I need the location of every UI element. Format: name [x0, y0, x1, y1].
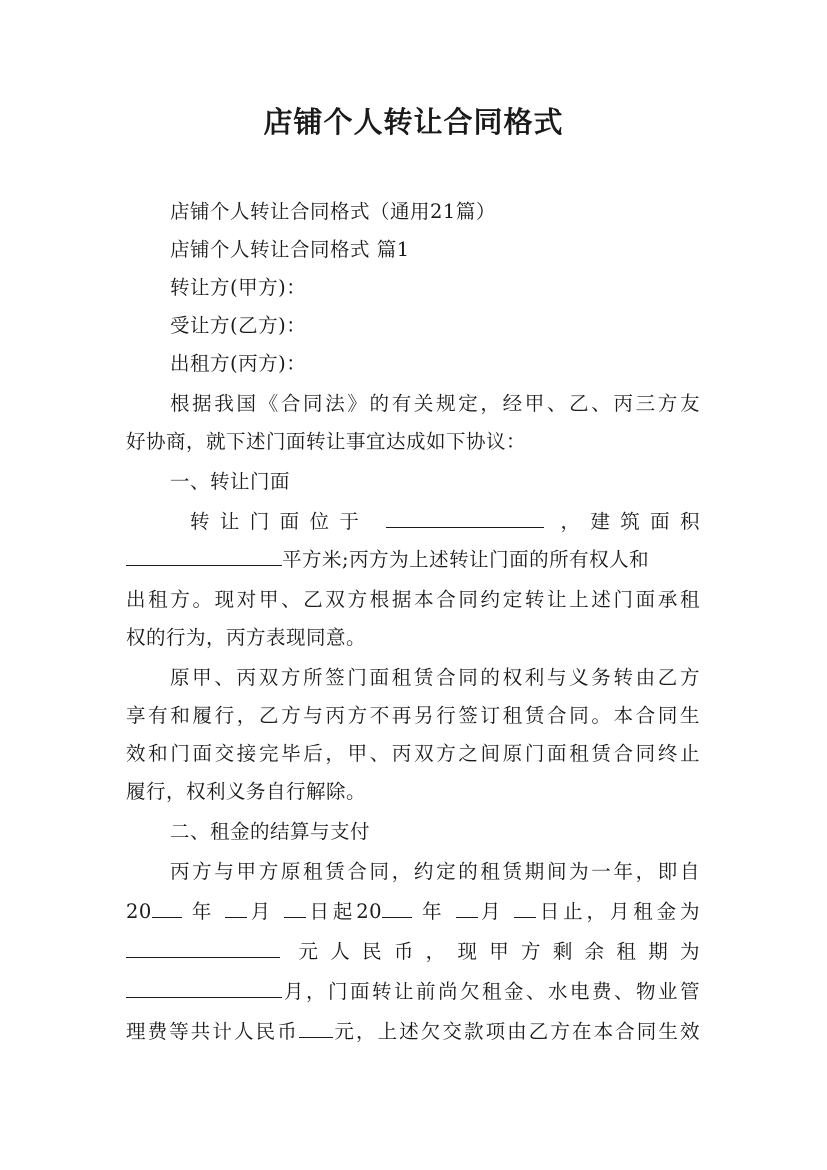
text-segment: 月	[247, 900, 275, 923]
text-segment: ，建筑面积	[560, 510, 701, 533]
paragraph-line: 出租方。现对甲、乙双方根据本合同约定转让上述门面承租	[126, 588, 700, 611]
paragraph-line: 原甲、丙双方所签门面租赁合同的权利与义务转由乙方	[170, 666, 700, 689]
fill-blank[interactable]	[386, 505, 544, 528]
fill-blank[interactable]	[126, 935, 280, 958]
paragraph-line: 根据我国《合同法》的有关规定，经甲、乙、丙三方友	[170, 392, 700, 415]
text-segment: 年	[191, 900, 216, 923]
text-segment: 理费等共计人民币	[126, 1020, 299, 1043]
text-segment: 转让门面位于	[190, 510, 370, 533]
paragraph-line	[126, 893, 700, 931]
clause-heading: 二、租金的结算与支付	[170, 820, 371, 843]
text-segment: 平方米;丙方为上述转让门面的所有权人和	[282, 548, 650, 571]
fill-blank[interactable]	[152, 895, 182, 918]
text-segment: 20	[126, 900, 152, 923]
fill-blank[interactable]	[284, 895, 306, 918]
paragraph-line: 权的行为，丙方表现同意。	[126, 626, 367, 649]
text-segment: 元人民币，现甲方剩余租期为	[298, 940, 700, 963]
party-b-line: 受让方(乙方)：	[170, 314, 307, 337]
paragraph-line	[126, 933, 700, 971]
paragraph-line	[126, 541, 700, 579]
fill-blank[interactable]	[225, 895, 247, 918]
paragraph-line: 享有和履行，乙方与丙方不再另行签订租赁合同。本合同生	[126, 704, 700, 727]
party-c-line: 出租方(丙方)：	[170, 352, 307, 375]
subtitle-line: 店铺个人转让合同格式（通用21篇）	[170, 200, 496, 223]
fill-blank[interactable]	[514, 895, 536, 918]
paragraph-line	[126, 1013, 700, 1051]
party-a-line: 转让方(甲方)：	[170, 276, 307, 299]
clause-heading: 一、转让门面	[170, 470, 291, 493]
fill-blank[interactable]	[382, 895, 412, 918]
paragraph-line: 好协商，就下述门面转让事宜达成如下协议：	[126, 430, 527, 453]
fill-blank[interactable]	[456, 895, 478, 918]
text-segment: 年	[422, 900, 446, 923]
fill-blank[interactable]	[126, 543, 282, 566]
paragraph-line	[126, 973, 700, 1011]
paragraph-line	[190, 503, 700, 541]
paragraph-line: 丙方与甲方原租赁合同，约定的租赁期间为一年，即自	[170, 860, 700, 883]
fill-blank[interactable]	[126, 975, 282, 998]
text-segment: 月	[477, 900, 505, 923]
text-segment: 日起20	[306, 900, 383, 923]
paragraph-line: 效和门面交接完毕后，甲、丙双方之间原门面租赁合同终止	[126, 742, 700, 765]
text-segment: 月，门面转让前尚欠租金、水电费、物业管	[282, 980, 700, 1003]
fill-blank[interactable]	[299, 1015, 333, 1038]
text-segment: 元，上述欠交款项由乙方在本合同生效	[332, 1020, 700, 1043]
text-segment: 日止，月租金为	[536, 900, 700, 923]
document-title: 店铺个人转让合同格式	[263, 105, 564, 139]
paragraph-line: 履行，权利义务自行解除。	[126, 780, 367, 803]
section-heading: 店铺个人转让合同格式 篇1	[170, 238, 410, 261]
